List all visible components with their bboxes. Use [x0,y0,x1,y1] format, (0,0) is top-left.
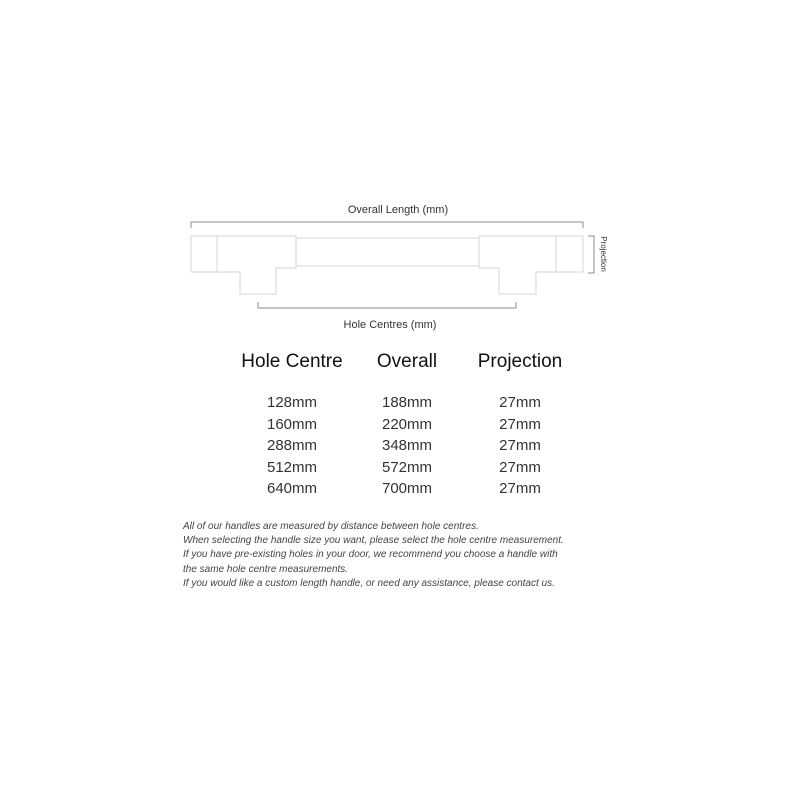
cell-projection: 27mm [499,437,541,454]
handle-right-end [479,236,583,294]
cell-overall: 220mm [381,415,433,433]
note-line: If you have pre-existing holes in your door, we recommend you choose a handle with [183,549,558,561]
header-hole-centre: Hole Centre [241,351,343,372]
handle-outline [191,236,583,294]
header-overall: Overall [376,351,438,372]
table-row [230,478,580,500]
cell-hole-centre: 512mm [266,458,318,476]
cell-hole-centre: 288mm [266,437,318,454]
projection-label: Projection [599,236,608,272]
cell-overall: 572mm [381,458,433,476]
cell-overall: 348mm [381,437,433,454]
cell-hole-centre: 640mm [266,480,318,497]
table-row [230,392,580,414]
note-line: All of our handles are measured by distance between hole centres. [183,521,479,532]
cell-hole-centre: 160mm [266,415,318,433]
cell-overall: 188mm [381,394,433,411]
handle-left-end [191,236,296,294]
table-header-row [230,348,580,392]
cell-projection: 27mm [499,480,541,497]
hole-centres-dimension [258,302,516,331]
cell-projection: 27mm [499,394,541,411]
measurement-notes [183,520,643,591]
hole-centres-label: Hole Centres (mm) [343,319,437,331]
note-line: the same hole centre measurements. [183,563,349,575]
handle-bar [296,238,479,266]
overall-length-label: Overall Length (mm) [347,204,449,216]
overall-length-dimension [191,204,583,228]
cell-overall: 700mm [381,480,433,497]
note-line: When selecting the handle size you want, please select the hole centre measurement. [183,535,564,547]
cell-projection: 27mm [499,415,541,433]
size-table [230,348,580,500]
projection-dimension [588,236,608,273]
header-projection: Projection [477,351,563,372]
table-row [230,435,580,457]
handle-dimension-diagram [0,0,800,340]
cell-projection: 27mm [499,458,541,476]
table-row [230,457,580,479]
table-row [230,414,580,436]
note-line: If you would like a custom length handle, or need any assistance, please contact us. [183,577,555,589]
cell-hole-centre: 128mm [266,394,318,411]
